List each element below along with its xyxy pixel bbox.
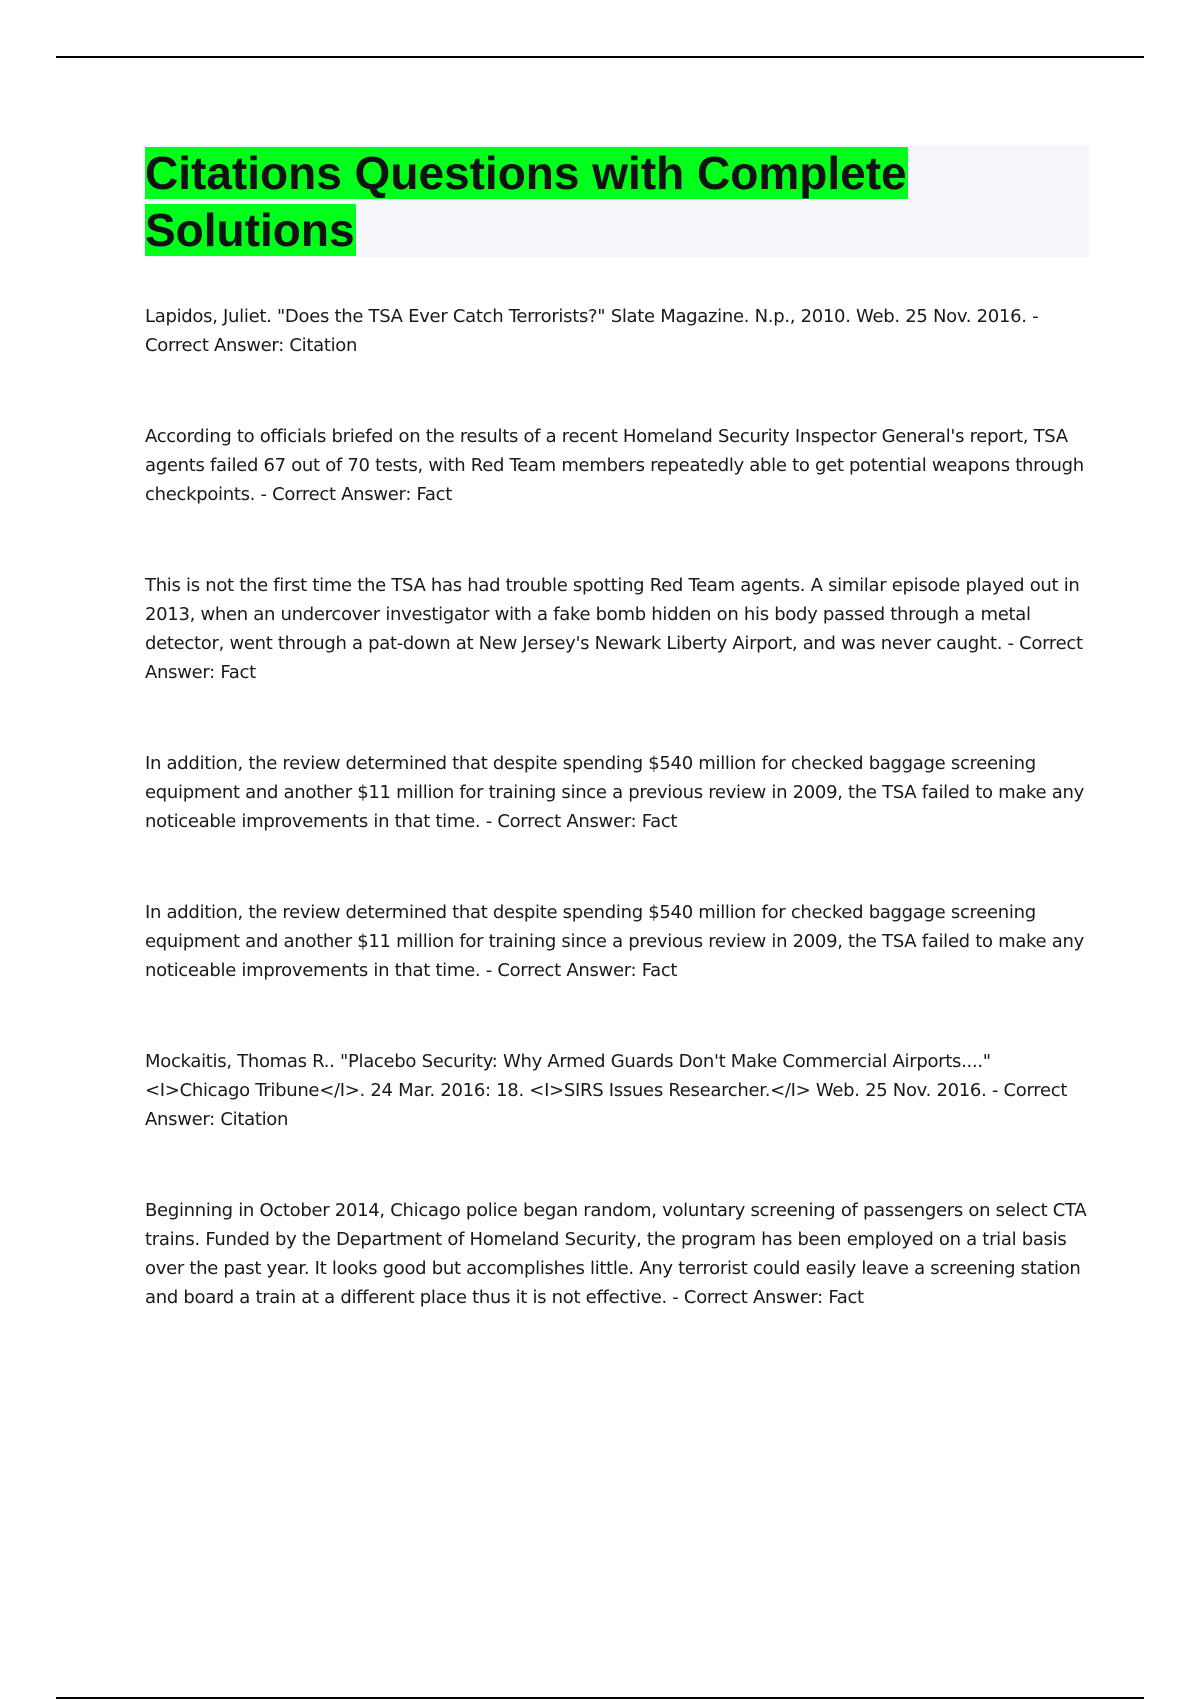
qa-list	[145, 302, 1089, 1312]
title-block	[145, 145, 1089, 257]
qa-item: Lapidos, Juliet. "Does the TSA Ever Catch Terrorists?" Slate Magazine. N.p., 2010. Web. 25 Nov. 2016. - Correct Answer: Citation	[145, 306, 1039, 356]
top-rule	[56, 56, 1144, 58]
page-title	[145, 145, 1089, 259]
bottom-rule	[56, 1697, 1144, 1699]
page-title-text: Citations Questions with Complete Solutions	[145, 147, 907, 256]
qa-item: This is not the first time the TSA has had trouble spotting Red Team agents. A similar episode played out in 2013, when an undercover investigator with a fake bomb hidden on his body passed through a metal detector, went through a pat-down at New Jersey's Newark Liberty Airport, and was never caught. - Correct Answer: Fact	[145, 575, 1083, 683]
qa-item: In addition, the review determined that despite spending $540 million for checked baggage screening equipment and another $11 million for training since a previous review in 2009, the TSA failed to make any noticeable improvements in that time. - Correct Answer: Fact	[145, 902, 1084, 981]
qa-item: In addition, the review determined that despite spending $540 million for checked baggage screening equipment and another $11 million for training since a previous review in 2009, the TSA failed to make any noticeable improvements in that time. - Correct Answer: Fact	[145, 753, 1084, 832]
qa-item: Beginning in October 2014, Chicago police began random, voluntary screening of passengers on select CTA trains. Funded by the Department of Homeland Security, the program has been employed on a trial basis over the past year. It looks good but accomplishes little. Any terrorist could easily leave a screening station and board a train at a different place thus it is not effective. - Correct Answer: Fact	[145, 1200, 1087, 1308]
qa-item: According to officials briefed on the results of a recent Homeland Security Inspector General's report, TSA agents failed 67 out of 70 tests, with Red Team members repeatedly able to get potential weapons through checkpoints. - Correct Answer: Fact	[145, 426, 1084, 505]
qa-item: Mockaitis, Thomas R.. "Placebo Security: Why Armed Guards Don't Make Commercial Airports...." <I>Chicago Tribune</I>. 24 Mar. 2016: 18. <I>SIRS Issues Researcher.</I> Web. 25 Nov. 2016. - Correct Answer: Citation	[145, 1051, 1068, 1130]
